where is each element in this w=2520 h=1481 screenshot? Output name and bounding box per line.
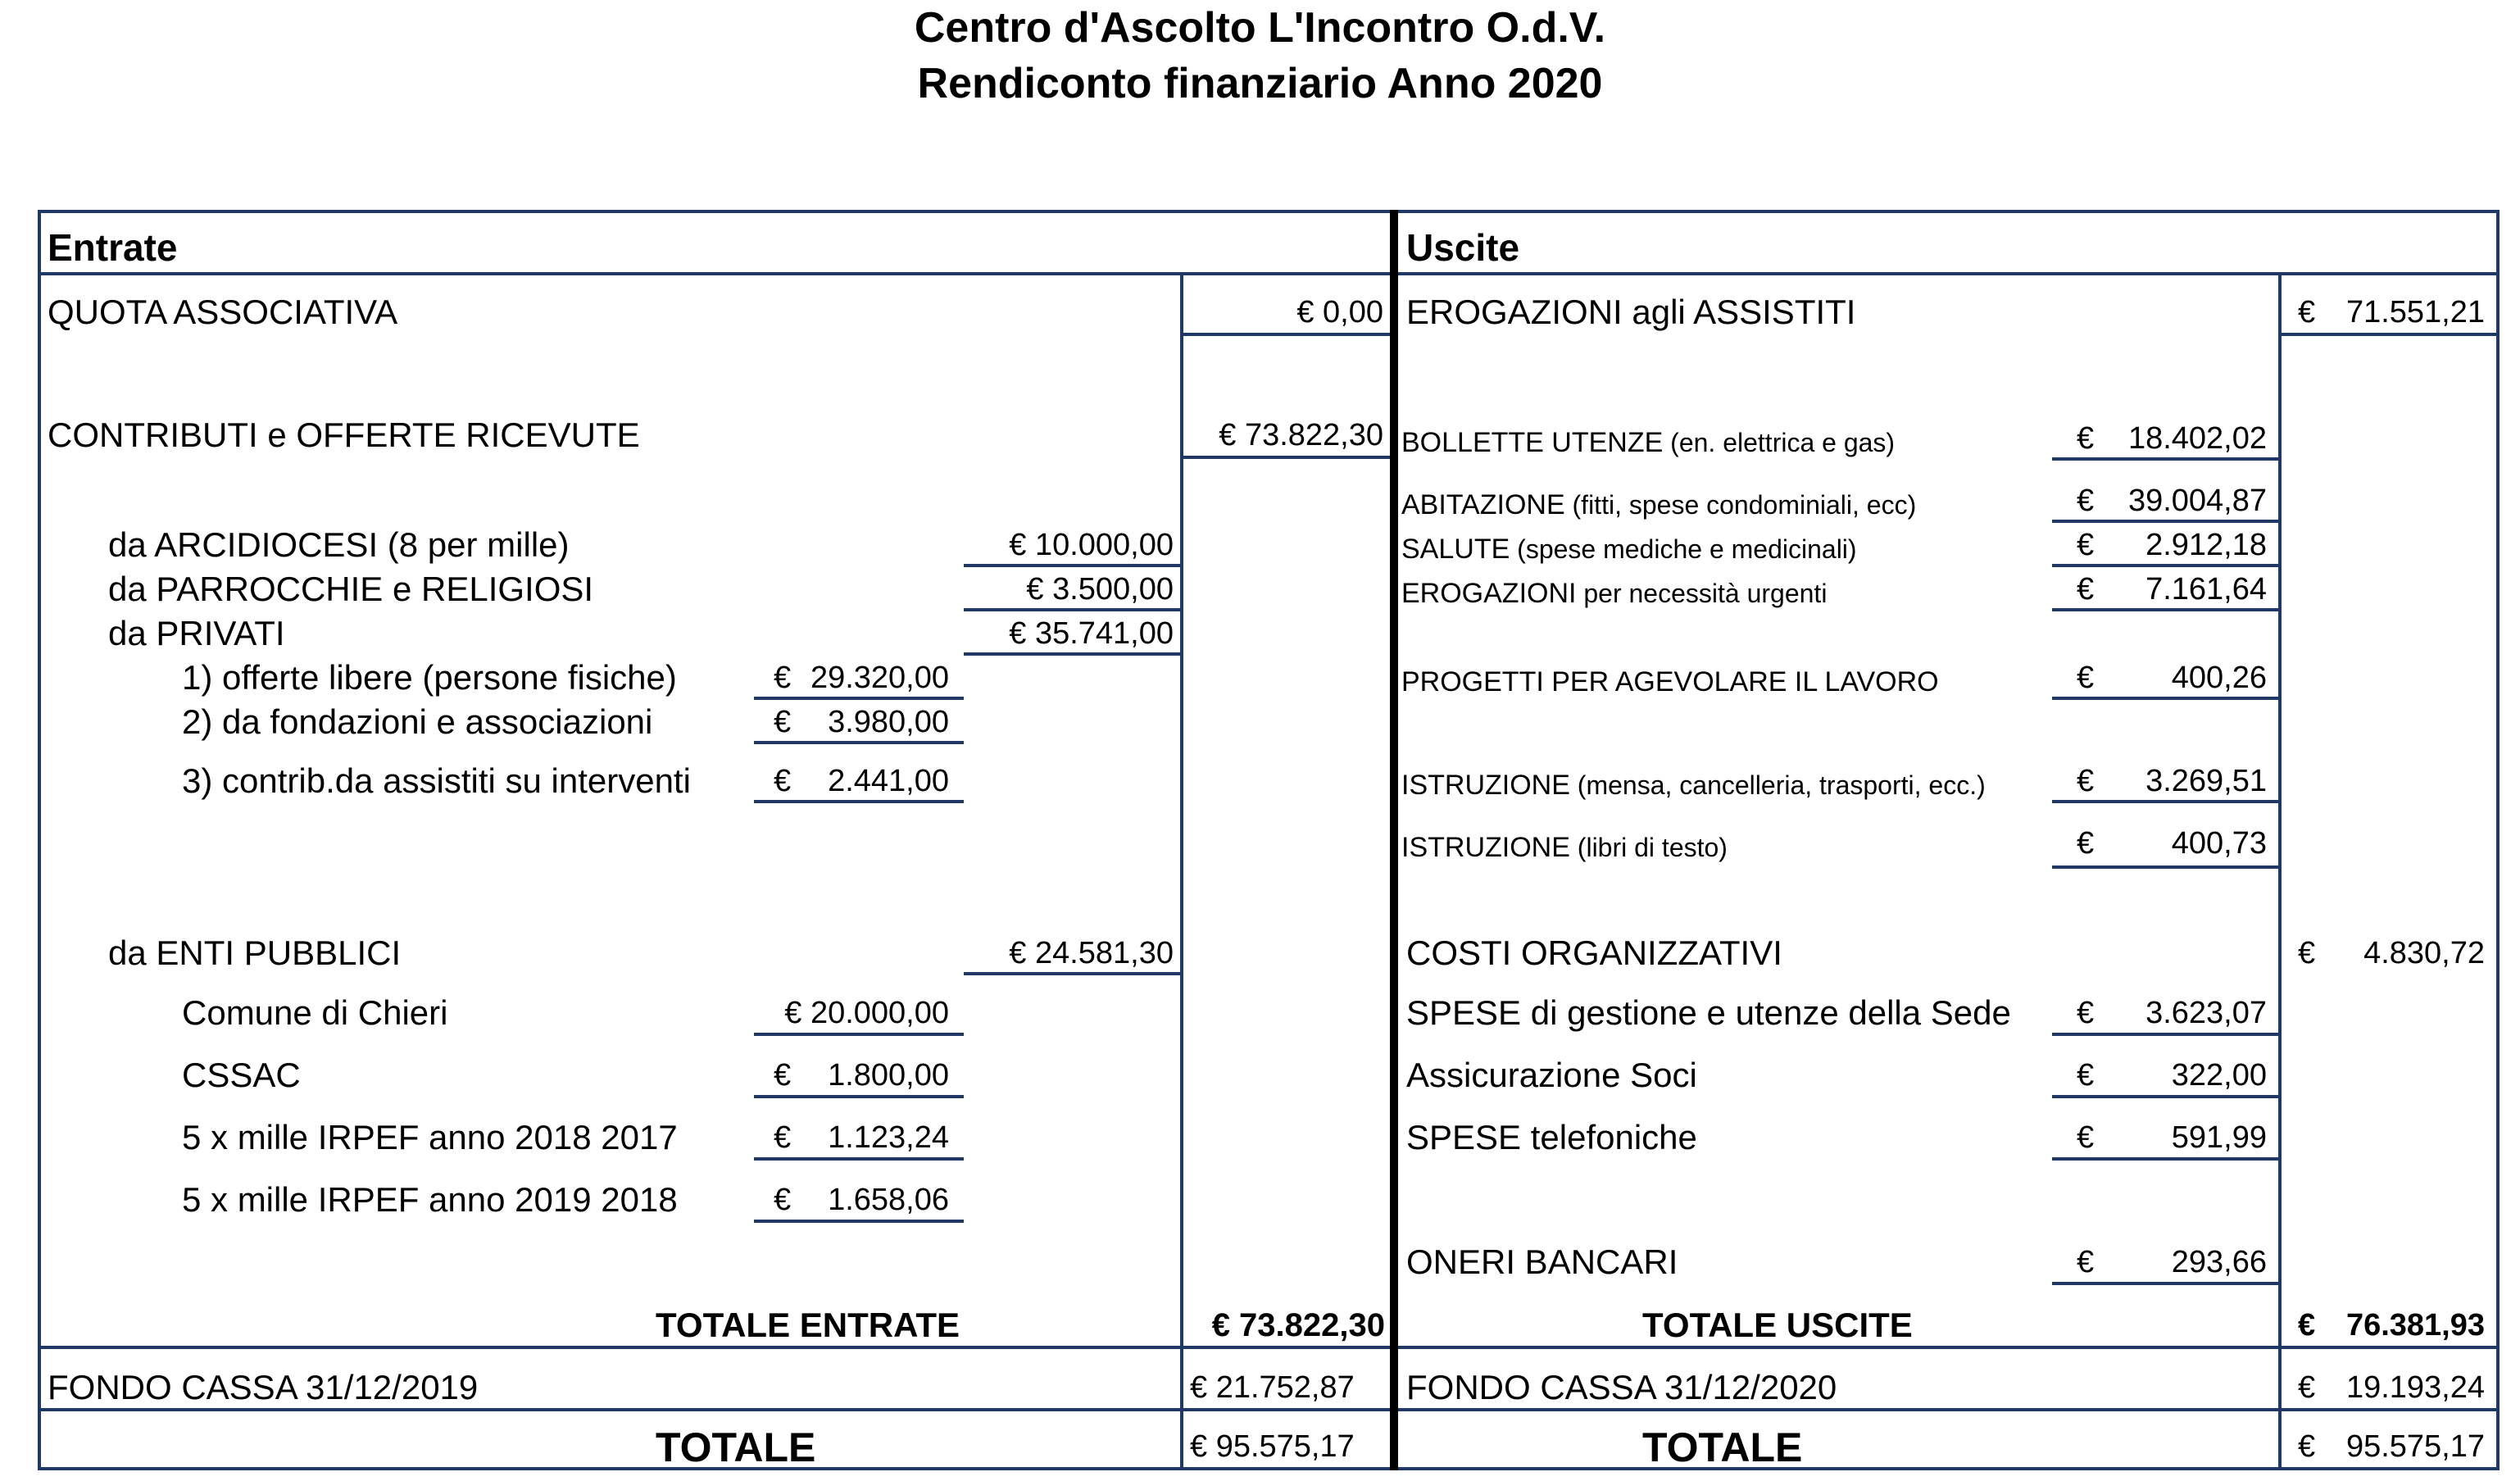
contributi-total: € 73.822,30 <box>1219 418 1383 452</box>
erogazioni-assistiti-label: EROGAZIONI agli ASSISTITI <box>1406 293 1856 331</box>
expense-item-label: ISTRUZIONE (libri di testo) <box>1401 832 1728 863</box>
euro-symbol: € <box>774 1120 792 1155</box>
report-title-period: Rendiconto finanziario Anno 2020 <box>917 60 1603 107</box>
euro-symbol: € <box>2298 1429 2316 1464</box>
euro-symbol: € <box>2077 421 2095 456</box>
quota-total: € 0,00 <box>1296 295 1383 329</box>
privati-amount: € 35.741,00 <box>1009 616 1174 651</box>
costi-item-label: SPESE di gestione e utenze della Sede <box>1406 993 2011 1032</box>
fondo-cassa-2020-label: FONDO CASSA 31/12/2020 <box>1406 1368 1837 1406</box>
totale-label: TOTALE <box>656 1424 816 1470</box>
enti-item-label: Comune di Chieri <box>182 993 448 1032</box>
euro-symbol: € <box>2077 661 2095 695</box>
parrocchie-label: da PARROCCHIE e RELIGIOSI <box>108 570 594 608</box>
arcidiocesi-label: da ARCIDIOCESI (8 per mille) <box>108 525 570 564</box>
euro-symbol: € <box>2298 1370 2316 1405</box>
euro-symbol: € <box>774 1183 792 1217</box>
enti-label: da ENTI PUBBLICI <box>108 934 402 972</box>
euro-symbol: € <box>2077 996 2095 1030</box>
expense-item-label: BOLLETTE UTENZE (en. elettrica e gas) <box>1401 427 1896 458</box>
arcidiocesi-amount: € 10.000,00 <box>1009 528 1174 562</box>
privati-label: da PRIVATI <box>108 614 285 652</box>
euro-symbol: € <box>2298 295 2316 329</box>
expense-item-label: ISTRUZIONE (mensa, cancelleria, trasporti, ecc.) <box>1401 770 1986 801</box>
euro-symbol: € <box>774 1058 792 1093</box>
totale-value: € 95.575,17 <box>1190 1429 1355 1464</box>
totale-uscite-grand-label: TOTALE <box>1642 1424 1803 1470</box>
euro-symbol: € <box>774 705 792 739</box>
costi-item-label: Assicurazione Soci <box>1406 1056 1697 1094</box>
enti-item-amount: € 20.000,00 <box>784 996 949 1030</box>
euro-symbol: € <box>2077 528 2095 562</box>
parrocchie-amount: € 3.500,00 <box>1026 572 1174 606</box>
enti-amount: € 24.581,30 <box>1009 936 1174 970</box>
entrate-header: Entrate <box>48 226 178 269</box>
totale-uscite-label: TOTALE USCITE <box>1642 1306 1913 1344</box>
euro-symbol: € <box>774 764 792 798</box>
fondo-cassa-2019-label: FONDO CASSA 31/12/2019 <box>48 1368 479 1406</box>
euro-symbol: € <box>774 661 792 695</box>
enti-item-label: 5 x mille IRPEF anno 2019 2018 <box>182 1180 678 1219</box>
euro-symbol: € <box>2077 572 2095 606</box>
euro-symbol: € <box>2077 1058 2095 1093</box>
euro-symbol: € <box>2077 764 2095 798</box>
expense-item-label: EROGAZIONI per necessità urgenti <box>1401 578 1828 609</box>
totale-entrate-value: € 73.822,30 <box>1211 1307 1385 1343</box>
euro-symbol: € <box>2298 1308 2316 1342</box>
privati-item-label: 3) contrib.da assistiti su interventi <box>182 761 691 800</box>
euro-symbol: € <box>2077 484 2095 518</box>
expense-item-label: PROGETTI PER AGEVOLARE IL LAVORO <box>1401 666 1939 697</box>
oneri-bancari-label: ONERI BANCARI <box>1406 1242 1678 1281</box>
uscite-header: Uscite <box>1406 226 1520 269</box>
enti-item-label: CSSAC <box>182 1056 301 1094</box>
fondo-cassa-2019-value: € 21.752,87 <box>1190 1370 1355 1405</box>
costi-item-label: SPESE telefoniche <box>1406 1118 1697 1156</box>
report-title-org: Centro d'Ascolto L'Incontro O.d.V. <box>914 4 1606 52</box>
euro-symbol: € <box>2077 1120 2095 1155</box>
privati-item-label: 1) offerte libere (persone fisiche) <box>182 658 677 697</box>
euro-symbol: € <box>2077 826 2095 861</box>
contributi-label: CONTRIBUTI e OFFERTE RICEVUTE <box>48 416 640 454</box>
euro-symbol: € <box>2077 1245 2095 1279</box>
euro-symbol: € <box>2298 936 2316 970</box>
privati-item-label: 2) da fondazioni e associazioni <box>182 702 653 741</box>
costi-organizzativi-label: COSTI ORGANIZZATIVI <box>1406 934 1782 972</box>
quota-label: QUOTA ASSOCIATIVA <box>48 293 398 331</box>
totale-entrate-label: TOTALE ENTRATE <box>656 1306 960 1344</box>
enti-item-label: 5 x mille IRPEF anno 2018 2017 <box>182 1118 678 1156</box>
expense-item-label: ABITAZIONE (fitti, spese condominiali, ecc) <box>1401 489 1917 520</box>
expense-item-label: SALUTE (spese mediche e medicinali) <box>1401 534 1857 565</box>
